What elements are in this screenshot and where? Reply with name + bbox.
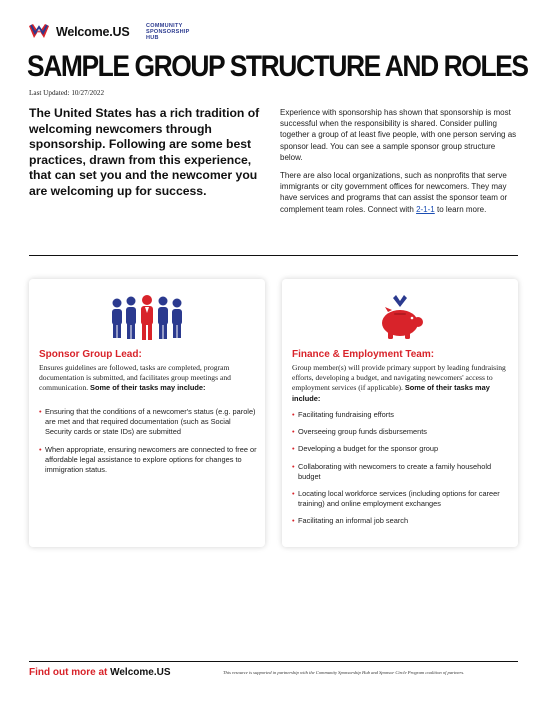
intro-text (280, 107, 520, 222)
intro-paragraph-2 (280, 170, 520, 215)
lead-paragraph: The United States has a rich tradition of welcoming newcomers through sponsorship. Following are some best practices, drawn from this experience, that can set you and the newcomer you are welcoming up for success. (29, 106, 260, 198)
logo-text: Welcome.US (56, 25, 130, 39)
task-list (292, 410, 510, 534)
task-item: • Developing a budget for the sponsor group (292, 444, 510, 454)
hub-line-2: SPONSORSHIP (146, 29, 190, 35)
task-item: • Locating local workforce services (including options for career training) and online employment exchanges (292, 489, 510, 509)
card-body-text: Group member(s) will provide primary support by leading fundraising efforts, developing a budget, and navigating newcomers' access to employment services (if applicable). (292, 363, 506, 393)
card-icon-wrap (29, 293, 265, 341)
intro-p2-tail: to learn more. (434, 204, 487, 214)
card-icon-wrap (282, 293, 518, 341)
group-people-icon (107, 293, 187, 341)
tasks-label: Some of their tasks may include: (90, 383, 206, 393)
community-sponsorship-hub-logo (146, 23, 190, 41)
section-divider (29, 255, 518, 256)
footer-divider (29, 661, 518, 662)
card-finance-employment-team (282, 279, 518, 547)
card-sponsor-group-lead (29, 279, 265, 547)
tasks-label: Some of their tasks may include: (292, 383, 490, 403)
card-description (39, 363, 259, 394)
header (28, 22, 528, 46)
footer-cta-site[interactable]: Welcome.US (110, 667, 171, 678)
piggy-bank-icon (372, 293, 428, 341)
intro-p2-text: There are also local organizations, such as nonprofits that serve immigrants or city government offices for newcomers. They may have services and programs that can assist the sponsor team or complement team roles. Connect with (280, 171, 508, 214)
hub-line-1: COMMUNITY (146, 23, 183, 29)
task-item: • Facilitating an informal job search (292, 516, 510, 526)
task-item: • Facilitating fundraising efforts (292, 410, 510, 420)
heart-logo-icon (28, 22, 50, 42)
card-title: Sponsor Group Lead: (39, 349, 142, 360)
footer-note: This resource is supported in partnership with the Community Sponsorship Hub and Sponsor Circle Program coalition of partners. (223, 670, 465, 675)
footer-cta[interactable] (29, 667, 171, 678)
task-item: • Ensuring that the conditions of a newcomer's status (e.g. parole) are met and that required documentation (such as Social Security cards or state IDs) are submitted (39, 407, 257, 438)
last-updated: Last Updated: 10/27/2022 (29, 89, 105, 97)
task-item: • When appropriate, ensuring newcomers are connected to free or affordable legal assistance to explore options for changes to immigration status. (39, 445, 257, 476)
task-item: • Collaborating with newcomers to create a family household budget (292, 462, 510, 482)
page-title: SAMPLE GROUP STRUCTURE AND ROLES (27, 50, 528, 83)
card-title: Finance & Employment Team: (292, 349, 435, 360)
welcome-us-logo[interactable] (28, 22, 130, 42)
task-item: • Overseeing group funds disbursements (292, 427, 510, 437)
task-list (39, 407, 257, 482)
card-body-text: Ensures guidelines are followed, tasks are completed, program documentation is submitted, and facilitates group meetings and communication. (39, 363, 231, 393)
link-2-1-1[interactable]: 2-1-1 (416, 204, 435, 214)
card-description (292, 363, 512, 404)
footer-cta-prefix: Find out more at (29, 667, 111, 678)
hub-line-3: HUB (146, 35, 159, 41)
intro-paragraph-1: Experience with sponsorship has shown that sponsorship is most successful when the responsibility is shared. Consider pulling together a group of at least five people, with one person serving as sponsor lead. You can see a sample sponsor group structure below. (280, 108, 517, 162)
